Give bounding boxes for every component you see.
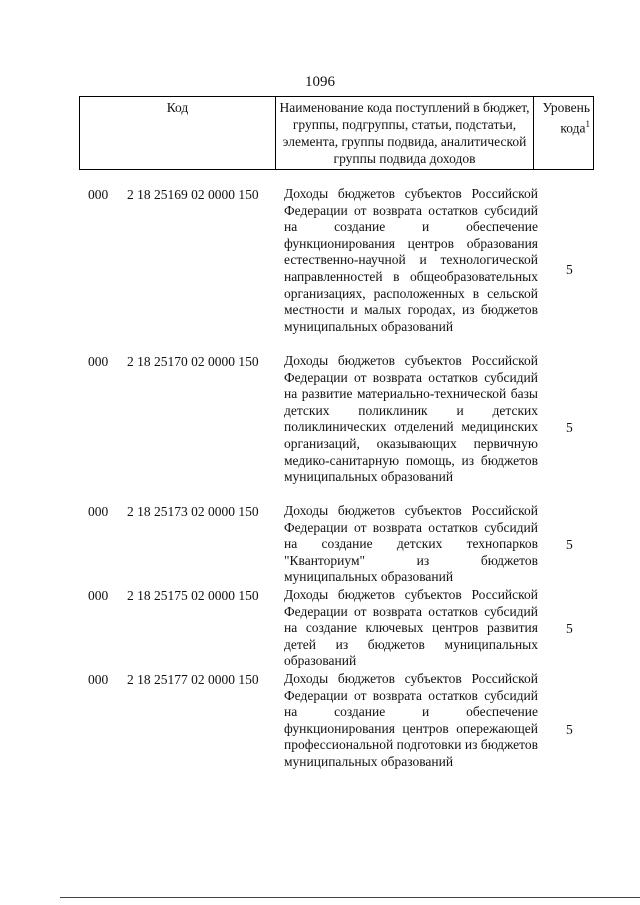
- revenue-name: Доходы бюджетов субъектов Российской Федерации от возврата остатков субсидий на создание и обеспечение функционирования центров образования естественно-научной и технологической направленностей в общеобразовательных организациях, расположенных в сельской местности и малых городах, из бюджетов муниципальных образований: [284, 186, 538, 334]
- table-row: [0, 671, 640, 805]
- revenue-name: Доходы бюджетов субъектов Российской Федерации от возврата остатков субсидий на создание и обеспечение функционирования центров опережающей профессиональной подготовки из бюджетов муниципальных образований: [284, 671, 538, 769]
- admin-code: 000: [88, 504, 109, 519]
- revenue-name: Доходы бюджетов субъектов Российской Федерации от возврата остатков субсидий на создание ключевых центров развития детей из бюджетов муниципальных образований: [284, 587, 538, 669]
- admin-code: 000: [88, 672, 109, 687]
- revenue-code: 2 18 25169 02 0000 150: [127, 187, 259, 202]
- admin-code: 000: [88, 588, 109, 603]
- table-body: [0, 186, 640, 805]
- column-header-level: [534, 97, 594, 170]
- column-header-name-label: Наименование кода поступлений в бюджет, группы, подгруппы, статьи, подстатьи, элемента, группы подвида, аналитической группы подвида доходов: [279, 100, 530, 166]
- code-level: 5: [566, 621, 573, 636]
- code-level: 5: [566, 262, 573, 277]
- page-edge-line: [60, 897, 640, 898]
- code-level: 5: [566, 537, 573, 552]
- table-row: [0, 587, 640, 671]
- revenue-code: 2 18 25170 02 0000 150: [127, 354, 259, 369]
- revenue-name: Доходы бюджетов субъектов Российской Федерации от возврата остатков субсидий на создание детских технопарков "Кванториум" из бюджетов муниципальных образований: [284, 503, 538, 585]
- table-row: [0, 186, 640, 353]
- table-row: [0, 353, 640, 503]
- table-header: [79, 96, 594, 170]
- page-number: 1096: [305, 74, 335, 90]
- revenue-code: 2 18 25177 02 0000 150: [127, 672, 259, 687]
- column-header-code-label: Код: [166, 100, 189, 115]
- column-header-name: [276, 97, 534, 170]
- column-header-level-label: Уровень кода: [542, 100, 590, 136]
- table-row: [0, 503, 640, 587]
- code-level: 5: [566, 420, 573, 435]
- revenue-name: Доходы бюджетов субъектов Российской Федерации от возврата остатков субсидий на развитие материально-технической базы детских поликлиник и детских поликлинических отделений медицинских организаций, оказывающих первичную медико-санитарную помощь, из бюджетов муниципальных образований: [284, 353, 538, 485]
- revenue-code: 2 18 25175 02 0000 150: [127, 588, 259, 603]
- revenue-code: 2 18 25173 02 0000 150: [127, 504, 259, 519]
- level-footnote-mark: 1: [585, 119, 590, 129]
- admin-code: 000: [88, 354, 109, 369]
- column-header-code: [80, 97, 276, 170]
- admin-code: 000: [88, 187, 109, 202]
- code-level: 5: [566, 722, 573, 737]
